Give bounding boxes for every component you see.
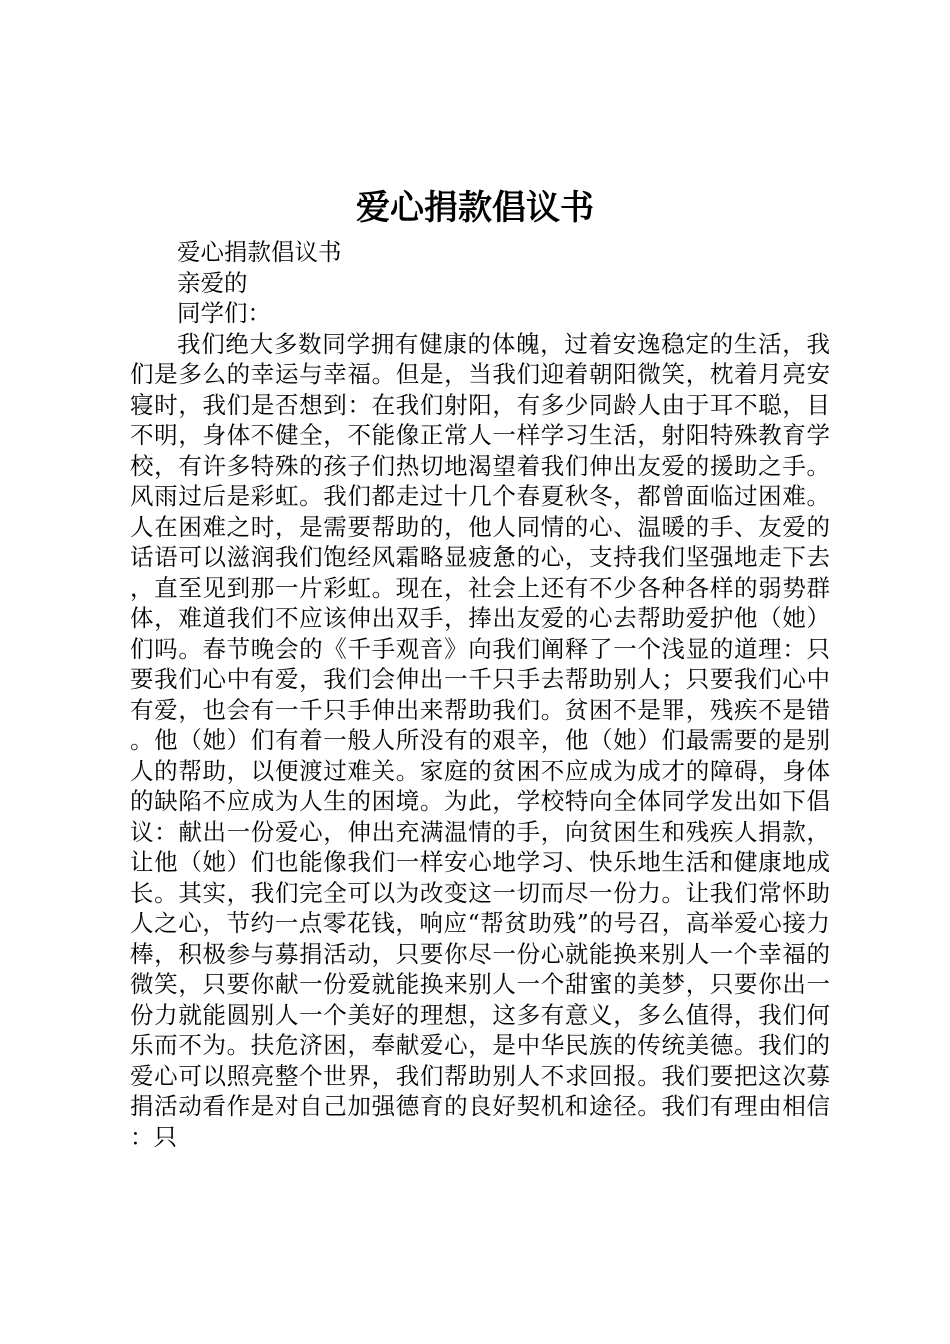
- salutation-line-1: 亲爱的: [177, 268, 248, 297]
- subtitle-line: 爱心捐款倡议书: [177, 238, 342, 266]
- document-title: 爱心捐款倡议书: [356, 188, 594, 228]
- document-body: [130, 237, 830, 1152]
- body-paragraph: 我们绝大多数同学拥有健康的体魄，过着安逸稳定的生活，我们是多么的幸运与幸福。但是，当我们迎着朝阳微笑，枕着月亮安寝时，我们是否想到：在我们射阳，有多少同龄人由于耳不聪，目不明，身体不健全，不能像正常人一样学习生活，射阳特殊教育学校，有许多特殊的孩子们热切地渴望着我们伸出友爱的援助之手。风雨过后是彩虹。我们都走过十几个春夏秋冬，都曾面临过困难。人在困难之时，是需要帮助的，他人同情的心、温暖的手、友爱的话语可以滋润我们饱经风霜略显疲惫的心，支持我们坚强地走下去，直至见到那一片彩虹。现在，社会上还有不少各种各样的弱势群体，难道我们不应该伸出双手，捧出友爱的心去帮助爱护他（她）们吗。春节晚会的《千手观音》向我们阐释了一个浅显的道理：只要我们心中有爱，我们会伸出一千只手去帮助别人；只要我们心中有爱，也会有一千只手伸出来帮助我们。贫困不是罪，残疾不是错。他（她）们有着一般人所没有的艰辛，他（她）们最需要的是别人的帮助，以便渡过难关。家庭的贫困不应成为成才的障碍，身体的缺陷不应成为人生的困境。为此，学校特向全体同学发出如下倡议：献出一份爱心，伸出充满温情的手，向贫困生和残疾人捐款，让他（她）们也能像我们一样安心地学习、快乐地生活和健康地成长。其实，我们完全可以为改变这一切而尽一份力。让我们常怀助人之心，节约一点零花钱，响应“帮贫助残”的号召，高举爱心接力棒，积极参与募捐活动，只要你尽一份心就能换来别人一个幸福的微笑，只要你献一份爱就能换来别人一个甜蜜的美梦，只要你出一份力就能圆别人一个美好的理想，这多有意义，多么值得，我们何乐而不为。扶危济困，奉献爱心，是中华民族的传统美德。我们的爱心可以照亮整个世界，我们帮助别人不求回报。我们要把这次募捐活动看作是对自己加强德育的良好契机和途径。我们有理由相信：只: [130, 329, 830, 1151]
- salutation-line-2: 同学们：: [177, 299, 271, 327]
